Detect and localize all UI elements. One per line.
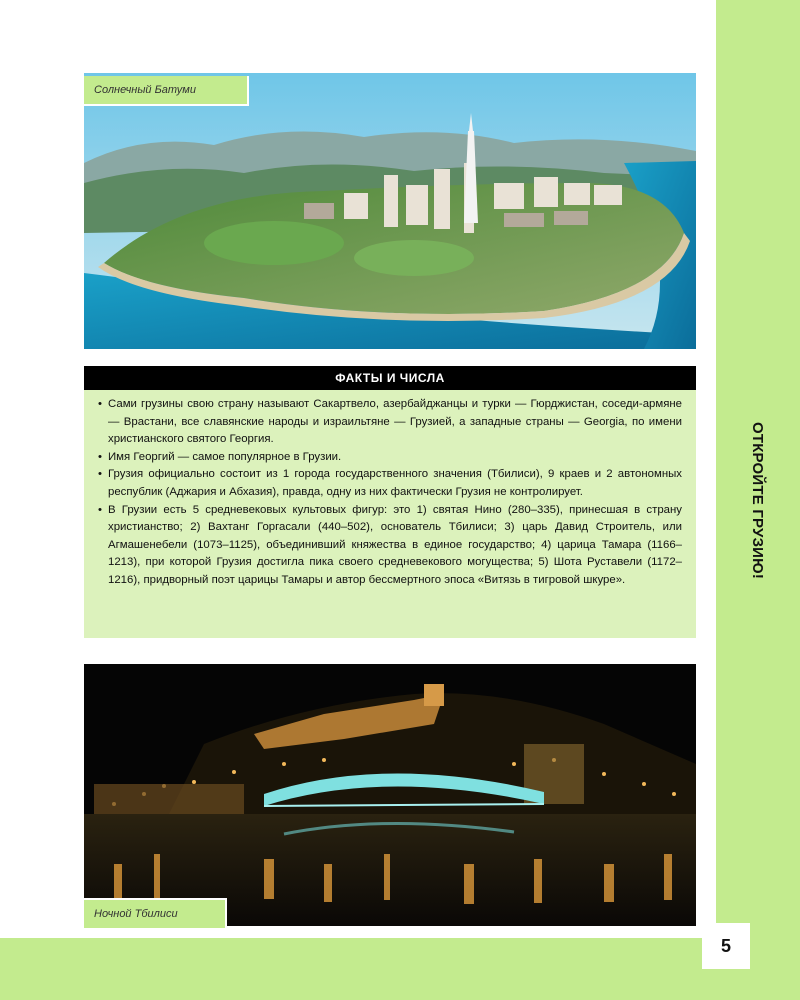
bottom-photo-caption: Ночной Тбилиси — [84, 898, 227, 928]
facts-item: • В Грузии есть 5 средневековых культовых фигур: это 1) святая Нино (280–335), принесшая в страну христианство; 2) Вахтанг Горгасали (440–502), основатель Тбилиси; 3) царь Давид Строитель, или Агмашенебели (1073–1125), объединивший княжества в единое государство; 4) царица Тамара (1166–1213), при которой Грузия достигла пика своего средневекового могущества; 5) Шота Руставели (1172–1216), придворный поэт царицы Тамары и автор бессмертного эпоса «Витязь в тигровой шкуре». — [108, 502, 682, 590]
facts-item: • Сами грузины свою страну называют Сакартвело, азербайджанцы и турки — Гюрджистан, соседи-армяне — Врастани, все славянские народы и израильтяне — Грузией, а западные страны — Georgia, по имени христианского святого Георгия. — [108, 396, 682, 449]
top-photo-caption: Солнечный Батуми — [84, 76, 249, 106]
tbilisi-photo — [84, 664, 696, 926]
facts-item: • Грузия официально состоит из 1 города государственного значения (Тбилиси), 9 краев и 2 автономных республик (Аджария и Абхазия), правда, одну из них фактически Грузия не контролирует. — [108, 466, 682, 501]
facts-box — [84, 366, 696, 638]
facts-heading: ФАКТЫ И ЧИСЛА — [84, 366, 696, 390]
page-number: 5 — [702, 923, 750, 969]
chapter-title — [716, 420, 800, 580]
chapter-title-text: ОТКРОЙТЕ ГРУЗИЮ! — [749, 421, 767, 579]
facts-item: • Имя Георгий — самое популярное в Грузии. — [108, 449, 682, 467]
facts-list — [84, 390, 696, 590]
batumi-photo — [84, 73, 696, 349]
bottom-band — [0, 938, 800, 1000]
